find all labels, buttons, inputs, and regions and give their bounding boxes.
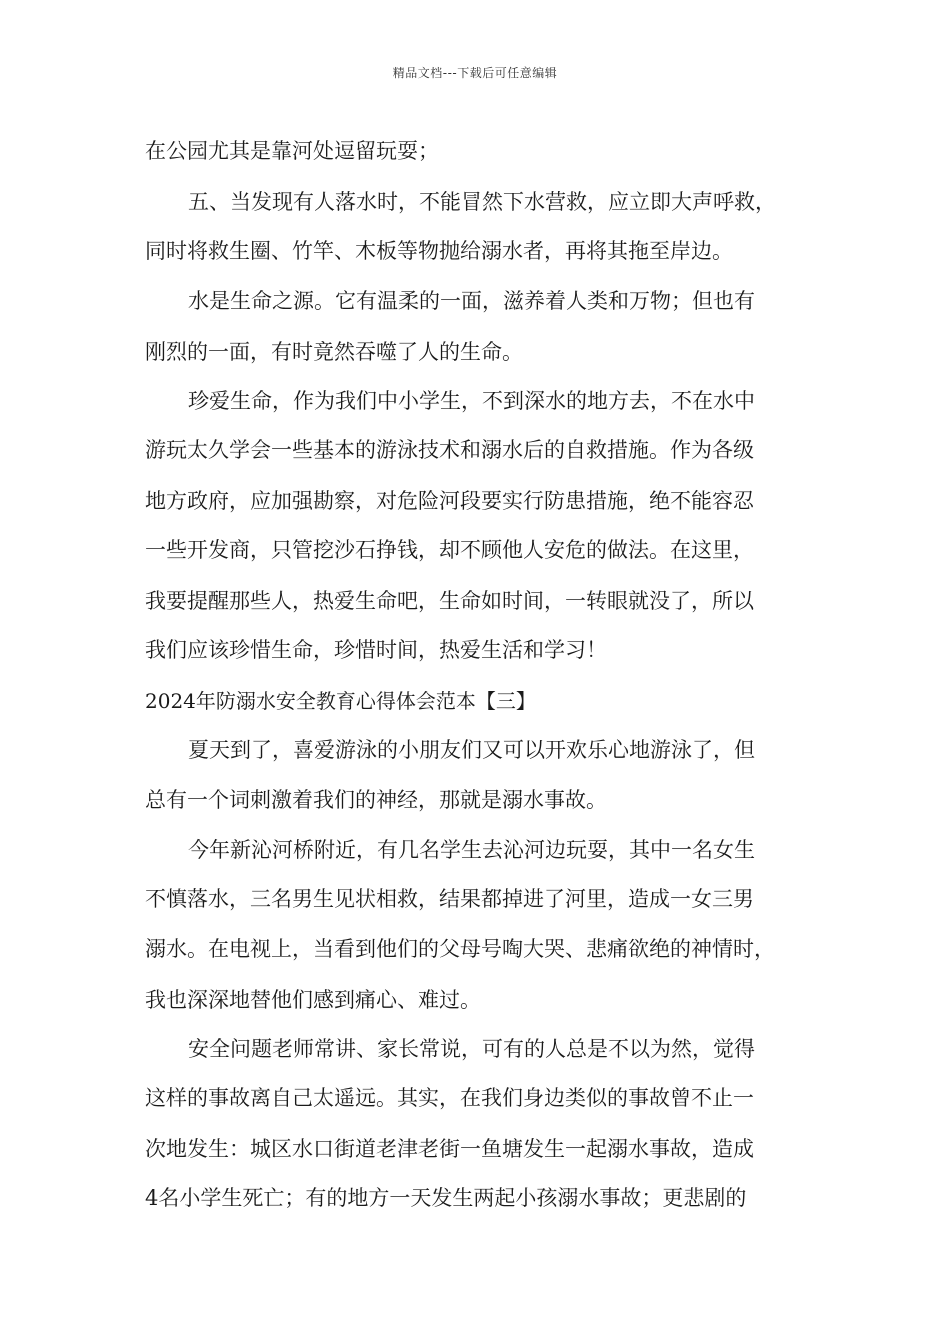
paragraph-line: 溺水。在电视上，当看到他们的父母号啕大哭、悲痛欲绝的神情时，	[145, 937, 775, 961]
paragraph-line: 水是生命之源。它有温柔的一面，滋养着人类和万物；但也有	[188, 289, 755, 313]
paragraph-line: 次地发生：城区水口街道老津老街一鱼塘发生一起溺水事故，造成	[145, 1137, 754, 1161]
paragraph-line: 游玩太久学会一些基本的游泳技术和溺水后的自救措施。作为各级	[145, 438, 754, 462]
page-header: 精品文档---下载后可任意编辑	[392, 66, 558, 80]
paragraph-line: 今年新沁河桥附近，有几名学生去沁河边玩耍，其中一名女生	[188, 838, 755, 862]
paragraph-line: 一些开发商，只管挖沙石挣钱，却不顾他人安危的做法。在这里，	[145, 538, 754, 562]
paragraph-line: 同时将救生圈、竹竿、木板等物抛给溺水者，再将其拖至岸边。	[145, 239, 733, 263]
paragraph-line: 总有一个词刺激着我们的神经，那就是溺水事故。	[145, 788, 607, 812]
paragraph-line: 这样的事故离自己太遥远。其实，在我们身边类似的事故曾不止一	[145, 1086, 754, 1110]
paragraph-line: 夏天到了，喜爱游泳的小朋友们又可以开欢乐心地游泳了，但	[188, 738, 755, 762]
paragraph-line: 珍爱生命，作为我们中小学生，不到深水的地方去，不在水中	[188, 389, 755, 413]
paragraph-line: 不慎落水，三名男生见状相救，结果都掉进了河里，造成一女三男	[145, 887, 754, 911]
paragraph-line: 在公园尤其是靠河处逗留玩耍；	[145, 139, 439, 163]
section-heading: 2024年防溺水安全教育心得体会范本【三】	[145, 689, 536, 713]
paragraph-line: 我要提醒那些人，热爱生命吧，生命如时间，一转眼就没了，所以	[145, 589, 754, 613]
paragraph-line: 安全问题老师常讲、家长常说，可有的人总是不以为然，觉得	[188, 1037, 755, 1061]
paragraph-line: 刚烈的一面，有时竟然吞噬了人的生命。	[145, 340, 523, 364]
paragraph-line: 我们应该珍惜生命，珍惜时间，热爱生活和学习！	[145, 638, 607, 662]
paragraph-line: 五、当发现有人落水时，不能冒然下水营救，应立即大声呼救，	[188, 190, 776, 214]
paragraph-line: 4名小学生死亡；有的地方一天发生两起小孩溺水事故；更悲剧的	[145, 1186, 747, 1210]
paragraph-line: 我也深深地替他们感到痛心、难过。	[145, 988, 481, 1012]
paragraph-line: 地方政府，应加强勘察，对危险河段要实行防患措施，绝不能容忍	[145, 489, 754, 513]
